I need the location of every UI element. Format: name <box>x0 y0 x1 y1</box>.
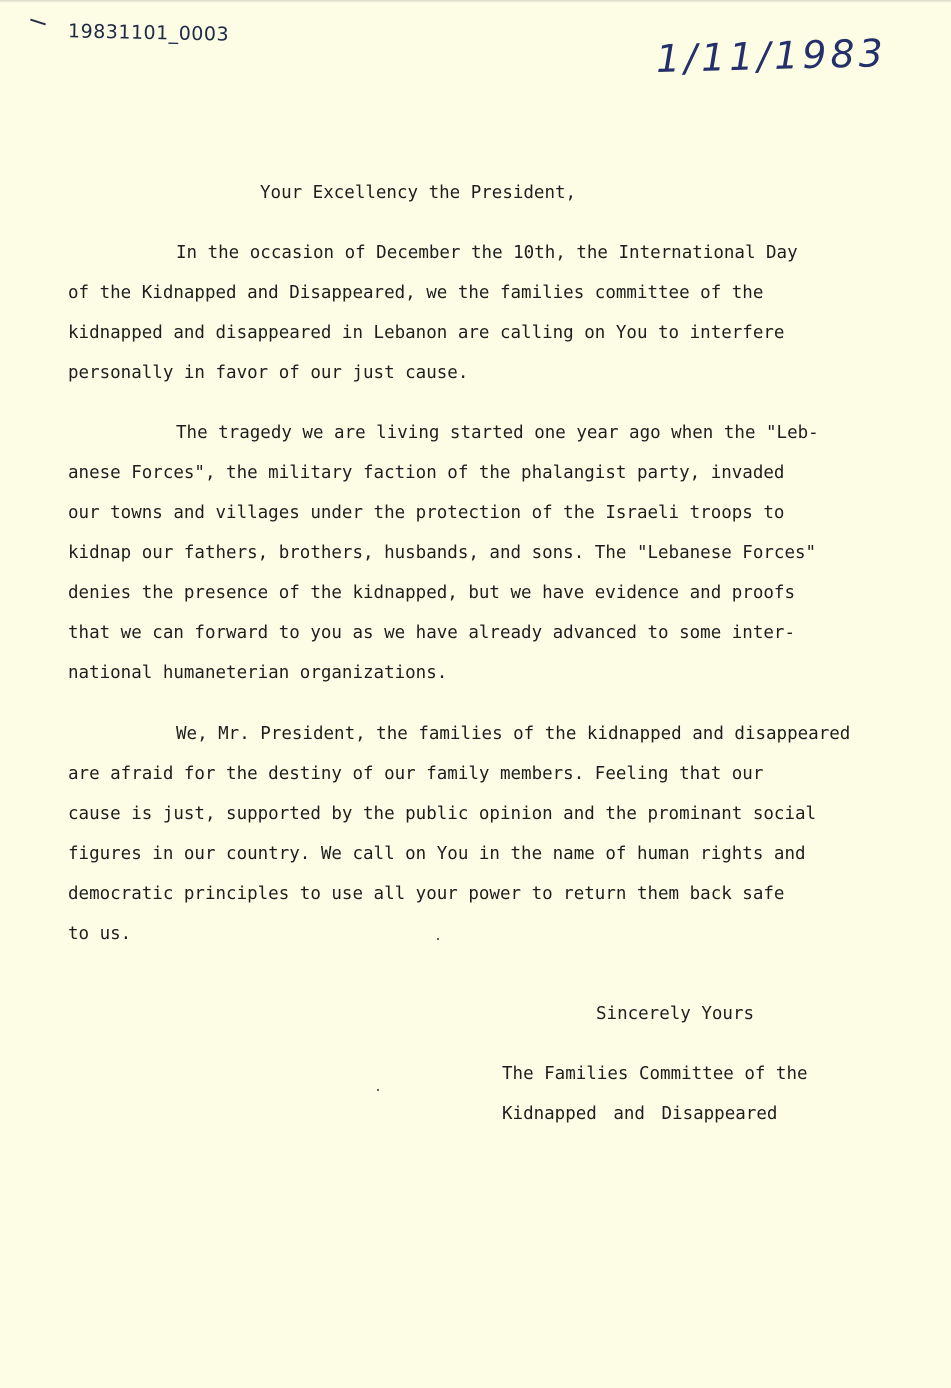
paragraph-3-line: cause is just, supported by the public opinion and the prominant social <box>68 804 817 824</box>
paragraph-2-line: anese Forces", the military faction of the phalangist party, invaded <box>68 463 785 483</box>
paragraph-3-line: democratic principles to use all your power to return them back safe <box>68 884 785 904</box>
paragraph-2-line: The tragedy we are living started one year ago when the "Leb- <box>176 423 819 443</box>
signature-line-2: Kidnapped and Disappeared <box>502 1104 778 1124</box>
paragraph-2-line: our towns and villages under the protection of the Israeli troops to <box>68 503 785 523</box>
paragraph-2-line: denies the presence of the kidnapped, but we have evidence and proofs <box>68 583 795 603</box>
salutation: Your Excellency the President, <box>260 183 577 203</box>
paper-speck <box>377 1089 379 1091</box>
paragraph-1-line: of the Kidnapped and Disappeared, we the families committee of the <box>68 283 764 303</box>
archive-reference: 19831101_0003 <box>67 20 230 46</box>
paragraph-2-line: that we can forward to you as we have already advanced to some inter- <box>68 623 795 643</box>
paper-speck <box>437 938 439 940</box>
paragraph-3-line: to us. <box>68 924 132 944</box>
archive-tick-mark <box>30 19 46 26</box>
page-edge-shadow <box>0 0 951 3</box>
paragraph-3-line: are afraid for the destiny of our family members. Feeling that our <box>68 764 764 784</box>
paragraph-2-line: kidnap our fathers, brothers, husbands, and sons. The "Lebanese Forces" <box>68 543 817 563</box>
handwritten-date: 1/11/1983 <box>655 30 888 82</box>
paragraph-2-line: national humaneterian organizations. <box>68 663 448 683</box>
paragraph-1-line: In the occasion of December the 10th, the International Day <box>176 243 798 263</box>
paragraph-1-line: personally in favor of our just cause. <box>68 363 469 383</box>
closing: Sincerely Yours <box>596 1004 755 1024</box>
paragraph-1-line: kidnapped and disappeared in Lebanon are calling on You to interfere <box>68 323 785 343</box>
signature-line-1: The Families Committee of the <box>502 1064 808 1084</box>
paragraph-3-line: We, Mr. President, the families of the kidnapped and disappeared <box>176 724 851 744</box>
paragraph-3-line: figures in our country. We call on You in the name of human rights and <box>68 844 806 864</box>
